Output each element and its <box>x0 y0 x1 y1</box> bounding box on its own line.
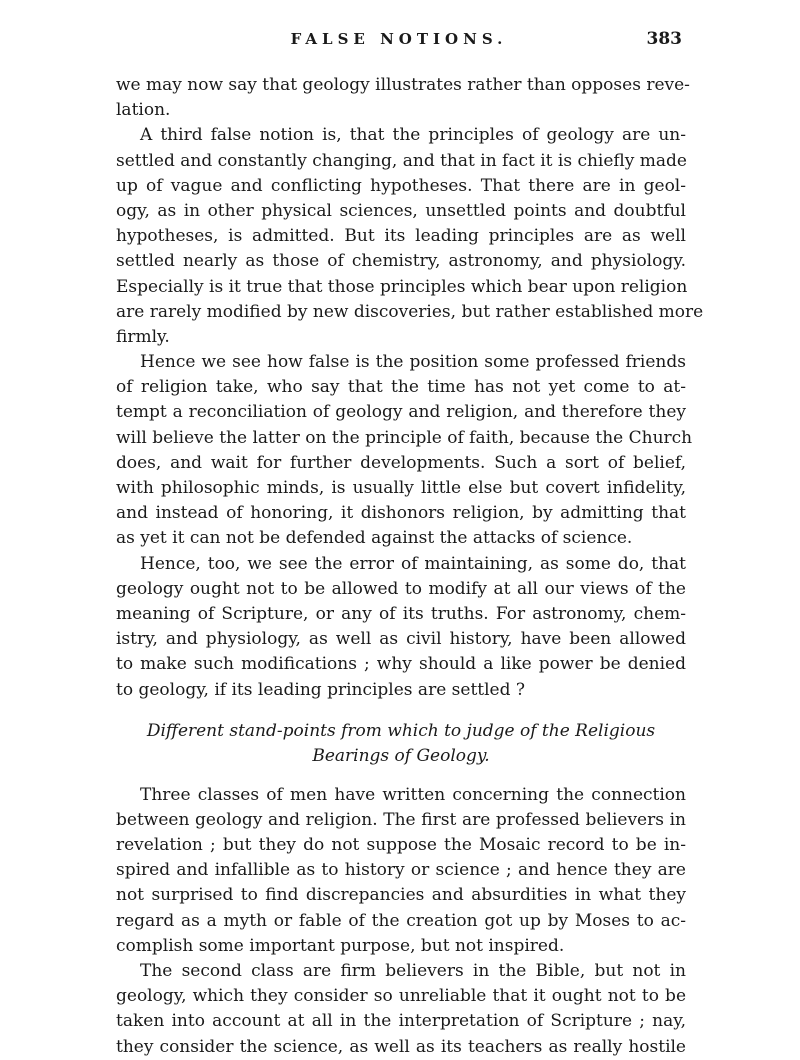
running-head <box>116 24 682 58</box>
text-line: geology, which they consider so unreliable that it ought not to be <box>116 986 686 1007</box>
text-line: to geology, if its leading principles are settled ? <box>116 679 526 700</box>
text-line: with philosophic minds, is usually little else but covert infidelity, <box>116 478 686 498</box>
text-line: istry, and physiology, as well as civil history, have been allowed <box>116 629 686 650</box>
text-line: not surprised to find discrepancies and absurdities in what they <box>116 885 686 906</box>
text-line: The second class are firm believers in the Bible, but not in <box>140 961 686 981</box>
text-line: Hence, too, we see the error of maintaining, as some do, that <box>140 553 686 574</box>
text-line: between geology and religion. The first are professed believers in <box>116 809 686 830</box>
text-line: ogy, as in other physical sciences, unsettled points and doubtful <box>116 200 686 221</box>
text-line: regard as a myth or fable of the creation got up by Moses to ac- <box>116 910 686 931</box>
text-line: hypotheses, is admitted. But its leading principles are as well <box>116 226 686 247</box>
text-line: will believe the latter on the principle of faith, because the Church <box>116 427 693 448</box>
text-line: Especially is it true that those principles which bear upon religion <box>116 276 688 297</box>
text-line: settled nearly as those of chemistry, astronomy, and physiology. <box>116 251 686 272</box>
text-line: to make such modifications ; why should a like power be denied <box>116 654 686 675</box>
text-line: firmly. <box>116 326 170 347</box>
text-line: taken into account at all in the interpretation of Scripture ; nay, <box>116 1011 686 1032</box>
text-line: and instead of honoring, it dishonors religion, by admitting that <box>116 503 686 524</box>
section-heading <box>116 719 686 769</box>
text-line: revelation ; but they do not suppose the Mosaic record to be in- <box>116 835 686 856</box>
paragraph <box>116 783 686 959</box>
paragraph <box>116 123 704 350</box>
text-line: spired and infallible as to history or science ; and hence they are <box>116 860 686 881</box>
text-line: are rarely modified by new discoveries, but rather established more <box>116 301 704 322</box>
page-number: 383 <box>646 29 682 49</box>
running-title: FALSE NOTIONS. <box>290 30 508 48</box>
text-line: Hence we see how false is the position some professed friends <box>140 352 686 373</box>
text-line: complish some important purpose, but not inspired. <box>116 935 565 956</box>
paragraph <box>116 73 690 123</box>
section-heading-line: Bearings of Geology. <box>312 745 490 766</box>
text-line: A third false notion is, that the principles of geology are un- <box>140 125 686 146</box>
text-line: Three classes of men have written concerning the connection <box>140 784 686 805</box>
text-line: lation. <box>116 100 171 121</box>
paragraph <box>116 959 686 1060</box>
text-line: of religion take, who say that the time has not yet come to at- <box>116 377 686 398</box>
text-line: does, and wait for further developments. Such a sort of belief, <box>116 452 686 473</box>
text-line: geology ought not to be allowed to modify at all our views of the <box>116 578 686 599</box>
text-line: settled and constantly changing, and that in fact it is chiefly made <box>116 150 687 171</box>
section-heading-line: Different stand-points from which to judge of the Religious <box>146 720 656 741</box>
paragraph <box>116 350 693 552</box>
body-text <box>116 73 704 1060</box>
text-line: they consider the science, as well as its teachers as really hostile <box>116 1036 686 1057</box>
text-line: up of vague and conflicting hypotheses. That there are in geol- <box>116 175 686 196</box>
text-line: tempt a reconciliation of geology and religion, and therefore they <box>116 402 686 423</box>
paragraph <box>116 552 686 703</box>
text-line: meaning of Scripture, or any of its truths. For astronomy, chem- <box>116 603 686 624</box>
text-line: we may now say that geology illustrates rather than opposes reve- <box>116 75 690 95</box>
text-line: as yet it can not be defended against the attacks of science. <box>116 528 633 549</box>
